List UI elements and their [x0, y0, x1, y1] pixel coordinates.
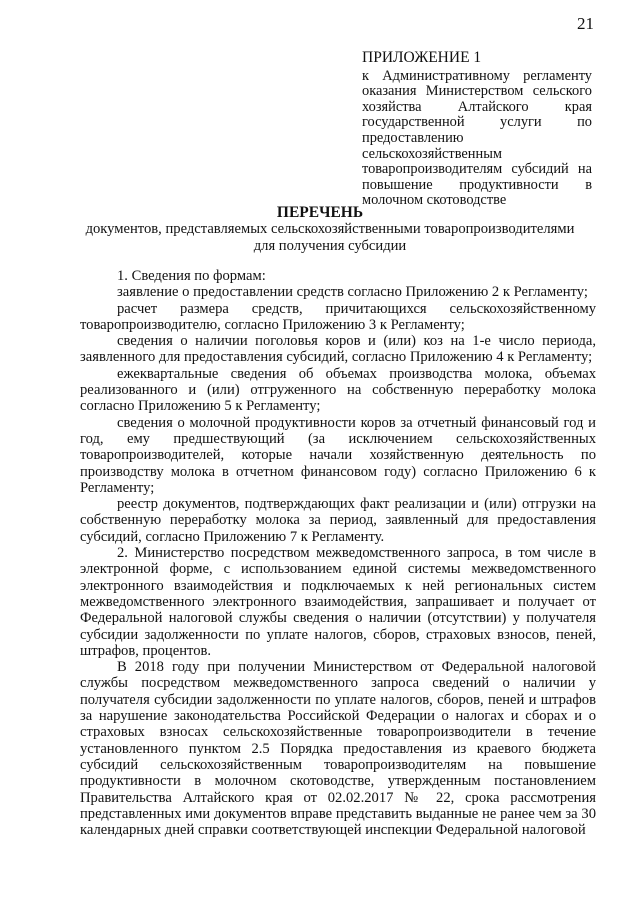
appendix-title: ПРИЛОЖЕНИЕ 1 — [362, 49, 482, 66]
paragraph: 1. Сведения по формам: — [117, 268, 266, 284]
paragraph: расчет размера средств, причитающихся сельскохозяйственному товаропроизводителю, согласно Приложению 3 к Регламенту; — [80, 300, 596, 333]
paragraph: ежеквартальные сведения об объемах производства молока, объемах реализованного и (или) отгруженного на собственную переработку молока согласно Приложению 5 к Регламенту; — [80, 365, 596, 415]
document-title: ПЕРЕЧЕНЬ — [276, 204, 364, 221]
page-number: 21 — [577, 14, 594, 33]
paragraph: В 2018 году при получении Министерством от Федеральной налоговой службы посредством межведомственного запроса сведений о наличии у получателя субсидии задолженности по уплате налогов, сборов, пеней и штрафов за нарушение законодательства Российской Федерации о налогах и сборах и о страховых взносах сельскохозяйственные товаропроизводители в течение установленного пунктом 2.5 Порядка предоставления из краевого бюджета субсидий сельскохозяйственным товаропроизводителям на повышение продуктивности в молочном скотоводстве, утвержденным постановлением Правительства Алтайского края от 02.02.2017 № 22, срока рассмотрения представленных ими документов вправе представить выданные не ранее чем за 30 календарных дней справки соответствующей инспекции Федеральной налоговой — [80, 659, 596, 839]
appendix-text: к Административному регламенту оказания Министерством сельского хозяйства Алтайского края государственной услуги по предоставлению сельскохозяйственным товаропроизводителям субсидий на повышение продуктивности в молочном скотоводстве — [362, 67, 592, 209]
paragraph: сведения о наличии поголовья коров и (или) коз на 1-е число периода, заявленного для предоставления субсидий, согласно Приложению 4 к Регламенту; — [80, 333, 596, 366]
document-subtitle: документов, представляемых сельскохозяйственными товаропроизводителями для получения субсидии — [85, 221, 575, 254]
appendix-block — [362, 50, 592, 209]
paragraph: 2. Министерство посредством межведомственного запроса, в том числе в электронной форме, с использованием единой системы межведомственного электронного взаимодействия и подключаемых к ней региональных систем межведомственного электронного взаимодействия, запрашивает и получает от Федеральной налоговой службы сведения о наличии (отсутствии) у получателя субсидии задолженности по уплате налогов, сборов, страховых взносов, пеней, штрафов, процентов. — [80, 545, 596, 659]
paragraph: заявление о предоставлении средств согласно Приложению 2 к Регламенту; — [117, 284, 588, 301]
paragraph: сведения о молочной продуктивности коров за отчетный финансовый год и год, ему предшествующий (за исключением сельскохозяйственных товаропроизводителей, которые начали хозяйственную деятельность по производству молока в отчетном финансовом году) согласно Приложению 6 к Регламенту; — [80, 414, 596, 496]
paragraph: реестр документов, подтверждающих факт реализации и (или) отгрузки на собственную переработку молока за период, заявленный для предоставления субсидий, согласно Приложению 7 к Регламенту. — [80, 496, 596, 545]
document-body — [80, 268, 596, 838]
